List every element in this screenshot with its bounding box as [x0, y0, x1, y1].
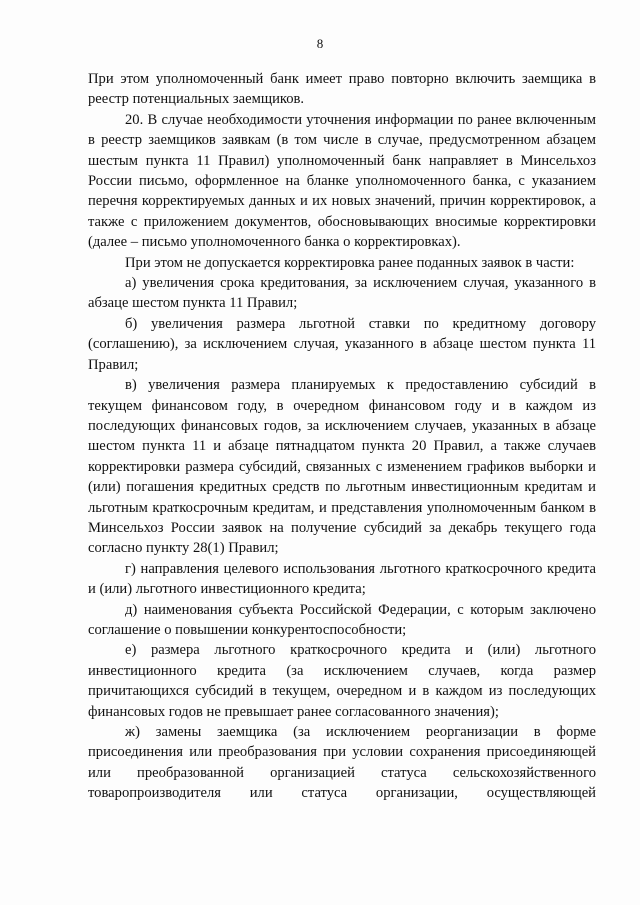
list-item-a: а) увеличения срока кредитования, за исключением случая, указанного в абзаце шестом пункта 11 Правил; — [88, 275, 596, 312]
list-item-b: б) увеличения размера льготной ставки по кредитному договору (соглашению), за исключением случая, указанного в абзаце шестом пункта 11 Правил; — [88, 315, 596, 373]
paragraph-restrictions-intro: При этом не допускается корректировка ранее поданных заявок в части: — [125, 254, 575, 271]
paragraph-item-20: 20. В случае необходимости уточнения информации по ранее включенным в реестр заемщиков заявкам (в том числе в случае, предусмотренном абзацем шестым пункта 11 Правил) уполномоченный банк направляет в Минсельхоз России письмо, оформленное на бланке уполномоченного банка, с указанием перечня корректируемых данных и их новых значений, причин корректировок, а также с приложением документов, обосновывающих вносимые корректировки (далее – письмо уполномоченного банка о корректировках). — [88, 111, 596, 251]
list-item-e: е) размера льготного краткосрочного кредита и (или) льготного инвестиционного кредита (за исключением случаев, когда размер причитающихся субсидий в текущем, очередном и в каждом из последующих финансовых годов не превышает ранее согласованного значения); — [88, 642, 596, 720]
list-item-v: в) увеличения размера планируемых к предоставлению субсидий в текущем финансовом году, в очередном финансовом году и в каждом из последующих финансовых годов, за исключением случаев, указанных в абзаце шестом пункта 11 и абзаце пятнадцатом пункта 20 Правил, а также случаев корректировки размера субсидий, связанных с изменением графиков выборки и (или) погашения кредитных средств по льготным инвестиционным кредитам и льготным краткосрочным кредитам, и представления уполномоченным банком в Минсельхоз России заявок на получение субсидий за декабрь текущего года согласно пункту 28(1) Правил; — [88, 377, 596, 557]
paragraph-reinclusion: При этом уполномоченный банк имеет право повторно включить заемщика в реестр потенциальных заемщиков. — [88, 71, 596, 108]
page-number: 8 — [316, 36, 324, 51]
list-item-zh: ж) замены заемщика (за исключением реорганизации в форме присоединения или преобразования при условии сохранения присоединяющей или преобразованной организацией статуса сельскохозяйственного товаропроизводителя или статуса организации, осуществляющей — [88, 724, 596, 802]
document-body — [88, 69, 596, 804]
list-item-g: г) направления целевого использования льготного краткосрочного кредита и (или) льготного инвестиционного кредита; — [88, 560, 596, 598]
list-item-d: д) наименования субъекта Российской Федерации, с которым заключено соглашение о повышении конкурентоспособности; — [88, 601, 596, 638]
